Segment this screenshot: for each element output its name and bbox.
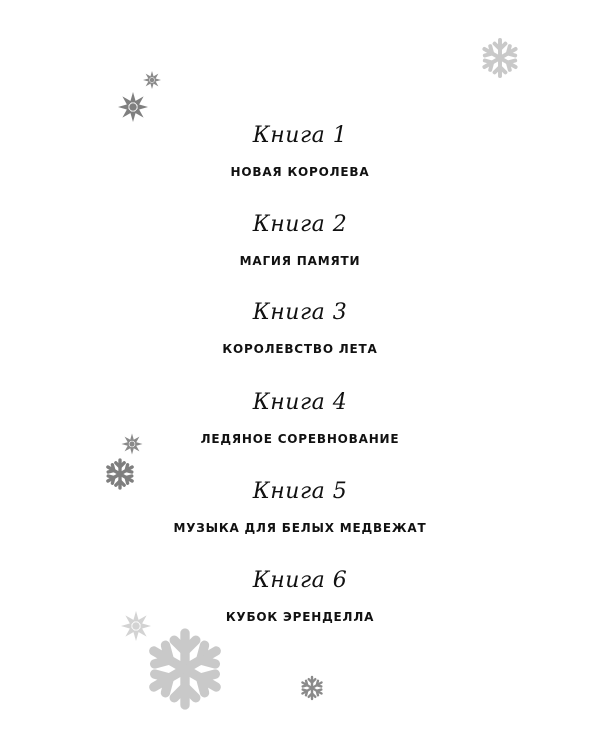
book-title: КУБОК ЭРЕНДЕЛЛА [225, 610, 375, 624]
book-title: МАГИЯ ПАМЯТИ [239, 254, 361, 268]
book-title: ЛЕДЯНОЕ СОРЕВНОВАНИЕ [200, 432, 400, 446]
snowflake-icon [142, 70, 162, 90]
book-title: МУЗЫКА ДЛЯ БЕЛЫХ МЕДВЕЖАТ [173, 521, 427, 535]
book-entry-1 [0, 122, 600, 180]
snowflake-icon [120, 432, 144, 456]
book-entry-4 [0, 389, 600, 447]
book-entry-6 [0, 567, 600, 625]
book-number: Книга 4 [252, 390, 348, 415]
snowflake-icon [478, 36, 522, 80]
book-number: Книга 1 [252, 123, 348, 148]
book-number: Книга 6 [252, 568, 348, 593]
book-entry-3 [0, 299, 600, 357]
snowflake-icon [116, 90, 150, 124]
book-title: НОВАЯ КОРОЛЕВА [230, 165, 370, 179]
book-number: Книга 5 [252, 479, 348, 504]
book-number: Книга 2 [252, 212, 348, 237]
book-title: КОРОЛЕВСТВО ЛЕТА [222, 342, 378, 356]
snowflake-icon [102, 456, 138, 492]
snowflake-icon [140, 624, 230, 714]
book-entry-2 [0, 211, 600, 269]
book-entry-5 [0, 478, 600, 536]
book-number: Книга 3 [252, 300, 348, 325]
snowflake-icon [298, 674, 326, 702]
